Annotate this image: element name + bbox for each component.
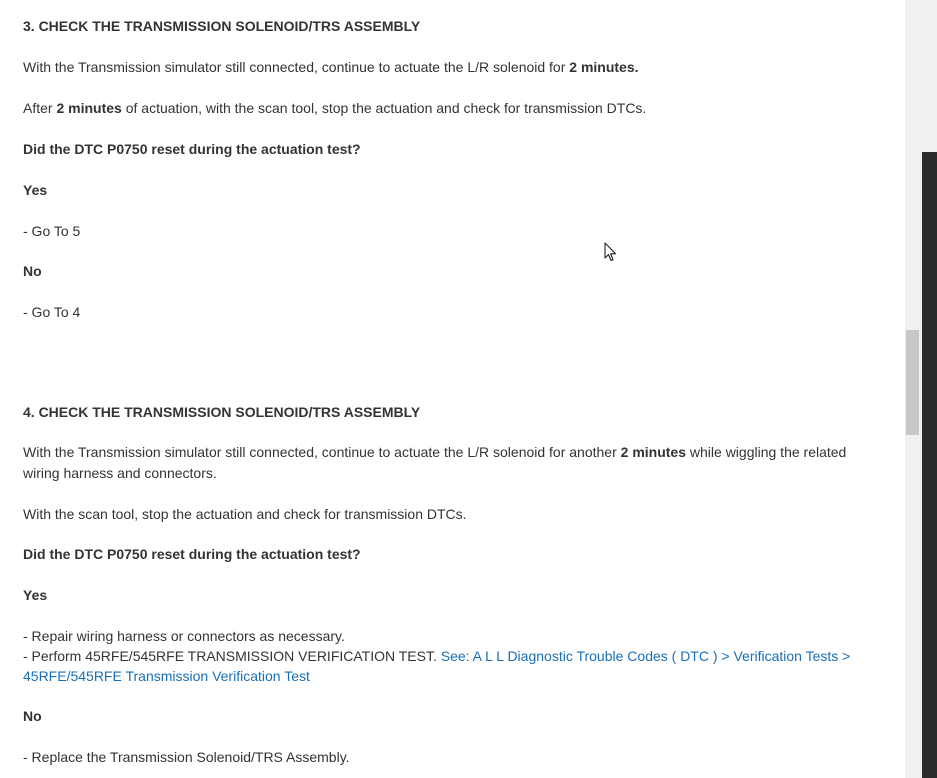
step4-heading: 4. CHECK THE TRANSMISSION SOLENOID/TRS ASSEMBLY (23, 404, 421, 420)
verification-test-link[interactable]: See: A L L Diagnostic Trouble Codes ( DTC ) > Verification Tests > 45RFE/545RFE Transmission Verification Test (23, 648, 851, 684)
step4-yes-label: Yes (23, 587, 48, 603)
step3-p2-text-a: After (23, 100, 57, 116)
step4-yes-action-1: - Repair wiring harness or connectors as necessary. (23, 628, 345, 644)
step4-yes-action-2 (23, 646, 883, 686)
step3-yes-action: - Go To 5 (23, 223, 81, 239)
step3-yes-label: Yes (23, 182, 48, 198)
document-content (23, 0, 885, 778)
step4-yes-action-2-text: - Perform 45RFE/545RFE TRANSMISSION VERIFICATION TEST. (23, 648, 441, 664)
step4-question: Did the DTC P0750 reset during the actuation test? (23, 546, 361, 562)
outer-scrollbar-track[interactable] (922, 152, 937, 778)
step4-p1-text-c: while wiggling the related wiring harness and connectors. (23, 444, 847, 481)
step3-no-label: No (23, 263, 42, 279)
step3-p1-emphasis: 2 minutes. (569, 59, 639, 75)
step4-no-label: No (23, 708, 42, 724)
step4-p1-emphasis: 2 minutes (620, 444, 687, 460)
step3-paragraph-1 (23, 57, 639, 77)
step3-heading: 3. CHECK THE TRANSMISSION SOLENOID/TRS ASSEMBLY (23, 18, 421, 34)
step4-paragraph-2: With the scan tool, stop the actuation and check for transmission DTCs. (23, 506, 467, 522)
step3-p1-text: With the Transmission simulator still connected, continue to actuate the L/R solenoid for (23, 59, 570, 75)
step3-no-action: - Go To 4 (23, 304, 81, 320)
scrollbar-thumb[interactable] (906, 330, 919, 435)
step3-question: Did the DTC P0750 reset during the actuation test? (23, 141, 361, 157)
mouse-cursor-icon (604, 242, 618, 262)
step4-p1-text-a: With the Transmission simulator still connected, continue to actuate the L/R solenoid for another (23, 444, 621, 460)
step3-paragraph-2 (23, 98, 646, 118)
step3-p2-text-c: of actuation, with the scan tool, stop the actuation and check for transmission DTCs. (121, 100, 647, 116)
step3-p2-emphasis: 2 minutes (56, 100, 122, 116)
step4-no-action: - Replace the Transmission Solenoid/TRS Assembly. (23, 749, 350, 765)
step4-paragraph-1 (23, 442, 883, 484)
